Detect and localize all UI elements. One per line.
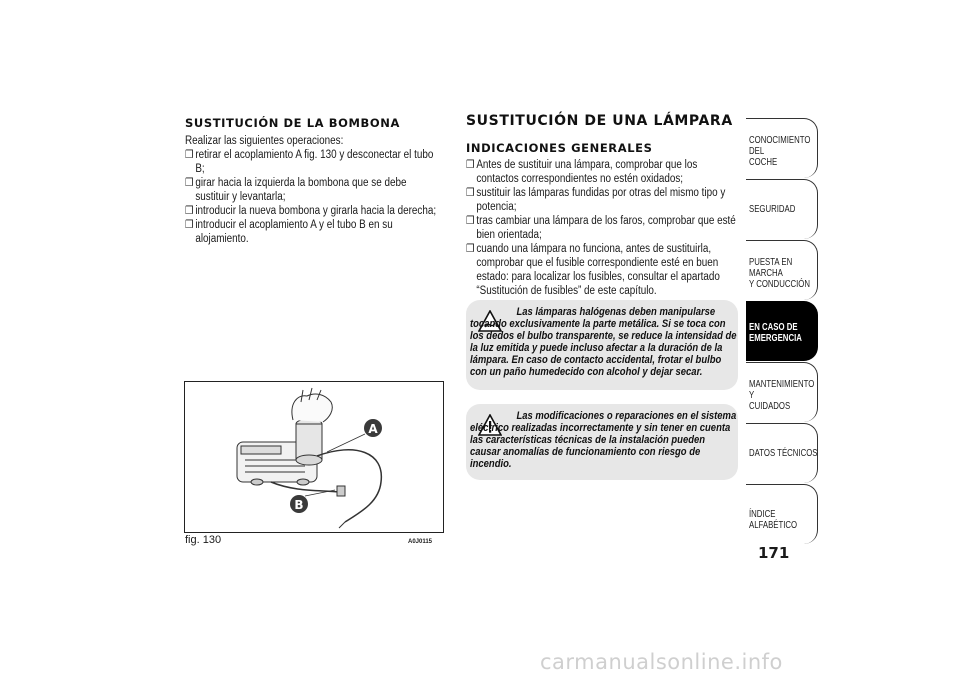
checkbox-bullet-icon: ❒ [185, 205, 194, 217]
checkbox-bullet-icon: ❒ [185, 149, 194, 161]
list-item [466, 214, 739, 242]
tab-label: MANTENIMIENTO Y CUIDADOS [749, 379, 815, 412]
list-item [466, 186, 739, 214]
checkbox-bullet-icon: ❒ [185, 219, 194, 231]
figure-caption: fig. 130 [185, 534, 222, 546]
warning-text-electrical: Las modificaciones o reparaciones en el sistema eléctrico realizadas incorrectamente y sin tener en cuenta las características técnicas de la instalación pueden causar anomalías de funcionamiento con riesgo de incendio. [470, 410, 737, 470]
figure-code: A0J0115 [408, 539, 433, 545]
label-a: A [368, 422, 378, 436]
checkbox-bullet-icon: ❒ [466, 187, 475, 199]
tab-label: EN CASO DE EMERGENCIA [749, 322, 802, 344]
list-item-text: introducir el acoplamiento A y el tubo B en su alojamiento. [195, 219, 393, 245]
label-b: B [294, 498, 304, 512]
list-item-text: girar hacia la izquierda la bombona que se debe sustituir y levantarla; [195, 177, 407, 203]
list-item-text: retirar el acoplamiento A fig. 130 y desconectar el tubo B; [195, 149, 434, 175]
checkbox-bullet-icon: ❒ [466, 159, 475, 171]
tab-label: CONOCIMIENTO DEL COCHE [749, 135, 811, 168]
watermark: carmanualsonline.info [540, 650, 783, 674]
tab-label: SEGURIDAD [749, 204, 796, 215]
tab-conocimiento[interactable] [746, 118, 818, 178]
tab-mantenimiento[interactable] [746, 362, 818, 422]
warning-box-electrical [466, 404, 738, 480]
list-item [185, 148, 443, 176]
left-section-body [185, 134, 443, 246]
list-item [185, 204, 443, 218]
list-item [466, 158, 739, 186]
list-item-text: introducir la nueva bombona y girarla hacia la derecha; [195, 205, 437, 217]
intro-text: Realizar las siguientes operaciones: [185, 135, 344, 147]
list-item-text: Antes de sustituir una lámpara, comprobar que los contactos correspondientes no estén oxidados; [476, 159, 698, 185]
tab-label: ÍNDICE ALFABÉTICO [749, 509, 798, 531]
tab-emergencia[interactable] [746, 301, 818, 361]
warning-box-halogen [466, 300, 738, 390]
list-item [185, 176, 443, 204]
list-item-text: tras cambiar una lámpara de los faros, comprobar que esté bien orientada; [476, 215, 736, 241]
figure-130 [184, 381, 444, 533]
list-item-text: sustituir las lámparas fundidas por otras del mismo tipo y potencia; [476, 187, 726, 213]
right-section-body [466, 158, 739, 298]
list-item [185, 218, 443, 246]
tab-indice-alfabetico[interactable] [746, 484, 818, 544]
list-item [466, 242, 739, 298]
list-item-text: cuando una lámpara no funciona, antes de sustituirla, comprobar que el fusible correspondiente esté en buen estado: para localizar los fusibles, consultar el apartado “Sustitución de fusibles” de este capítulo. [476, 243, 720, 297]
tab-datos-tecnicos[interactable] [746, 423, 818, 483]
tab-puesta-en-marcha[interactable] [746, 240, 818, 300]
compressor-illustration [185, 382, 443, 532]
tab-label: PUESTA EN MARCHA Y CONDUCCIÓN [749, 257, 810, 290]
section-subtitle: INDICACIONES GENERALES [466, 141, 653, 155]
tab-label: DATOS TÉCNICOS [749, 448, 818, 459]
tab-seguridad[interactable] [746, 179, 818, 239]
checkbox-bullet-icon: ❒ [466, 243, 475, 255]
checkbox-bullet-icon: ❒ [466, 215, 475, 227]
section-title-bombona: SUSTITUCIÓN DE LA BOMBONA [185, 116, 401, 130]
page-number: 171 [758, 544, 790, 562]
section-title-lampara: SUSTITUCIÓN DE UNA LÁMPARA [466, 113, 733, 129]
warning-text-halogen: Las lámparas halógenas deben manipularse tocando exclusivamente la parte metálica. Si se toca con los dedos el bulbo transparente, se reduce la intensidad de la luz emitida y puede incluso afectar a la duración de la lámpara. En caso de contacto accidental, frotar el bulbo con un paño humedecido con alcohol y dejar secar. [470, 306, 737, 378]
checkbox-bullet-icon: ❒ [185, 177, 194, 189]
